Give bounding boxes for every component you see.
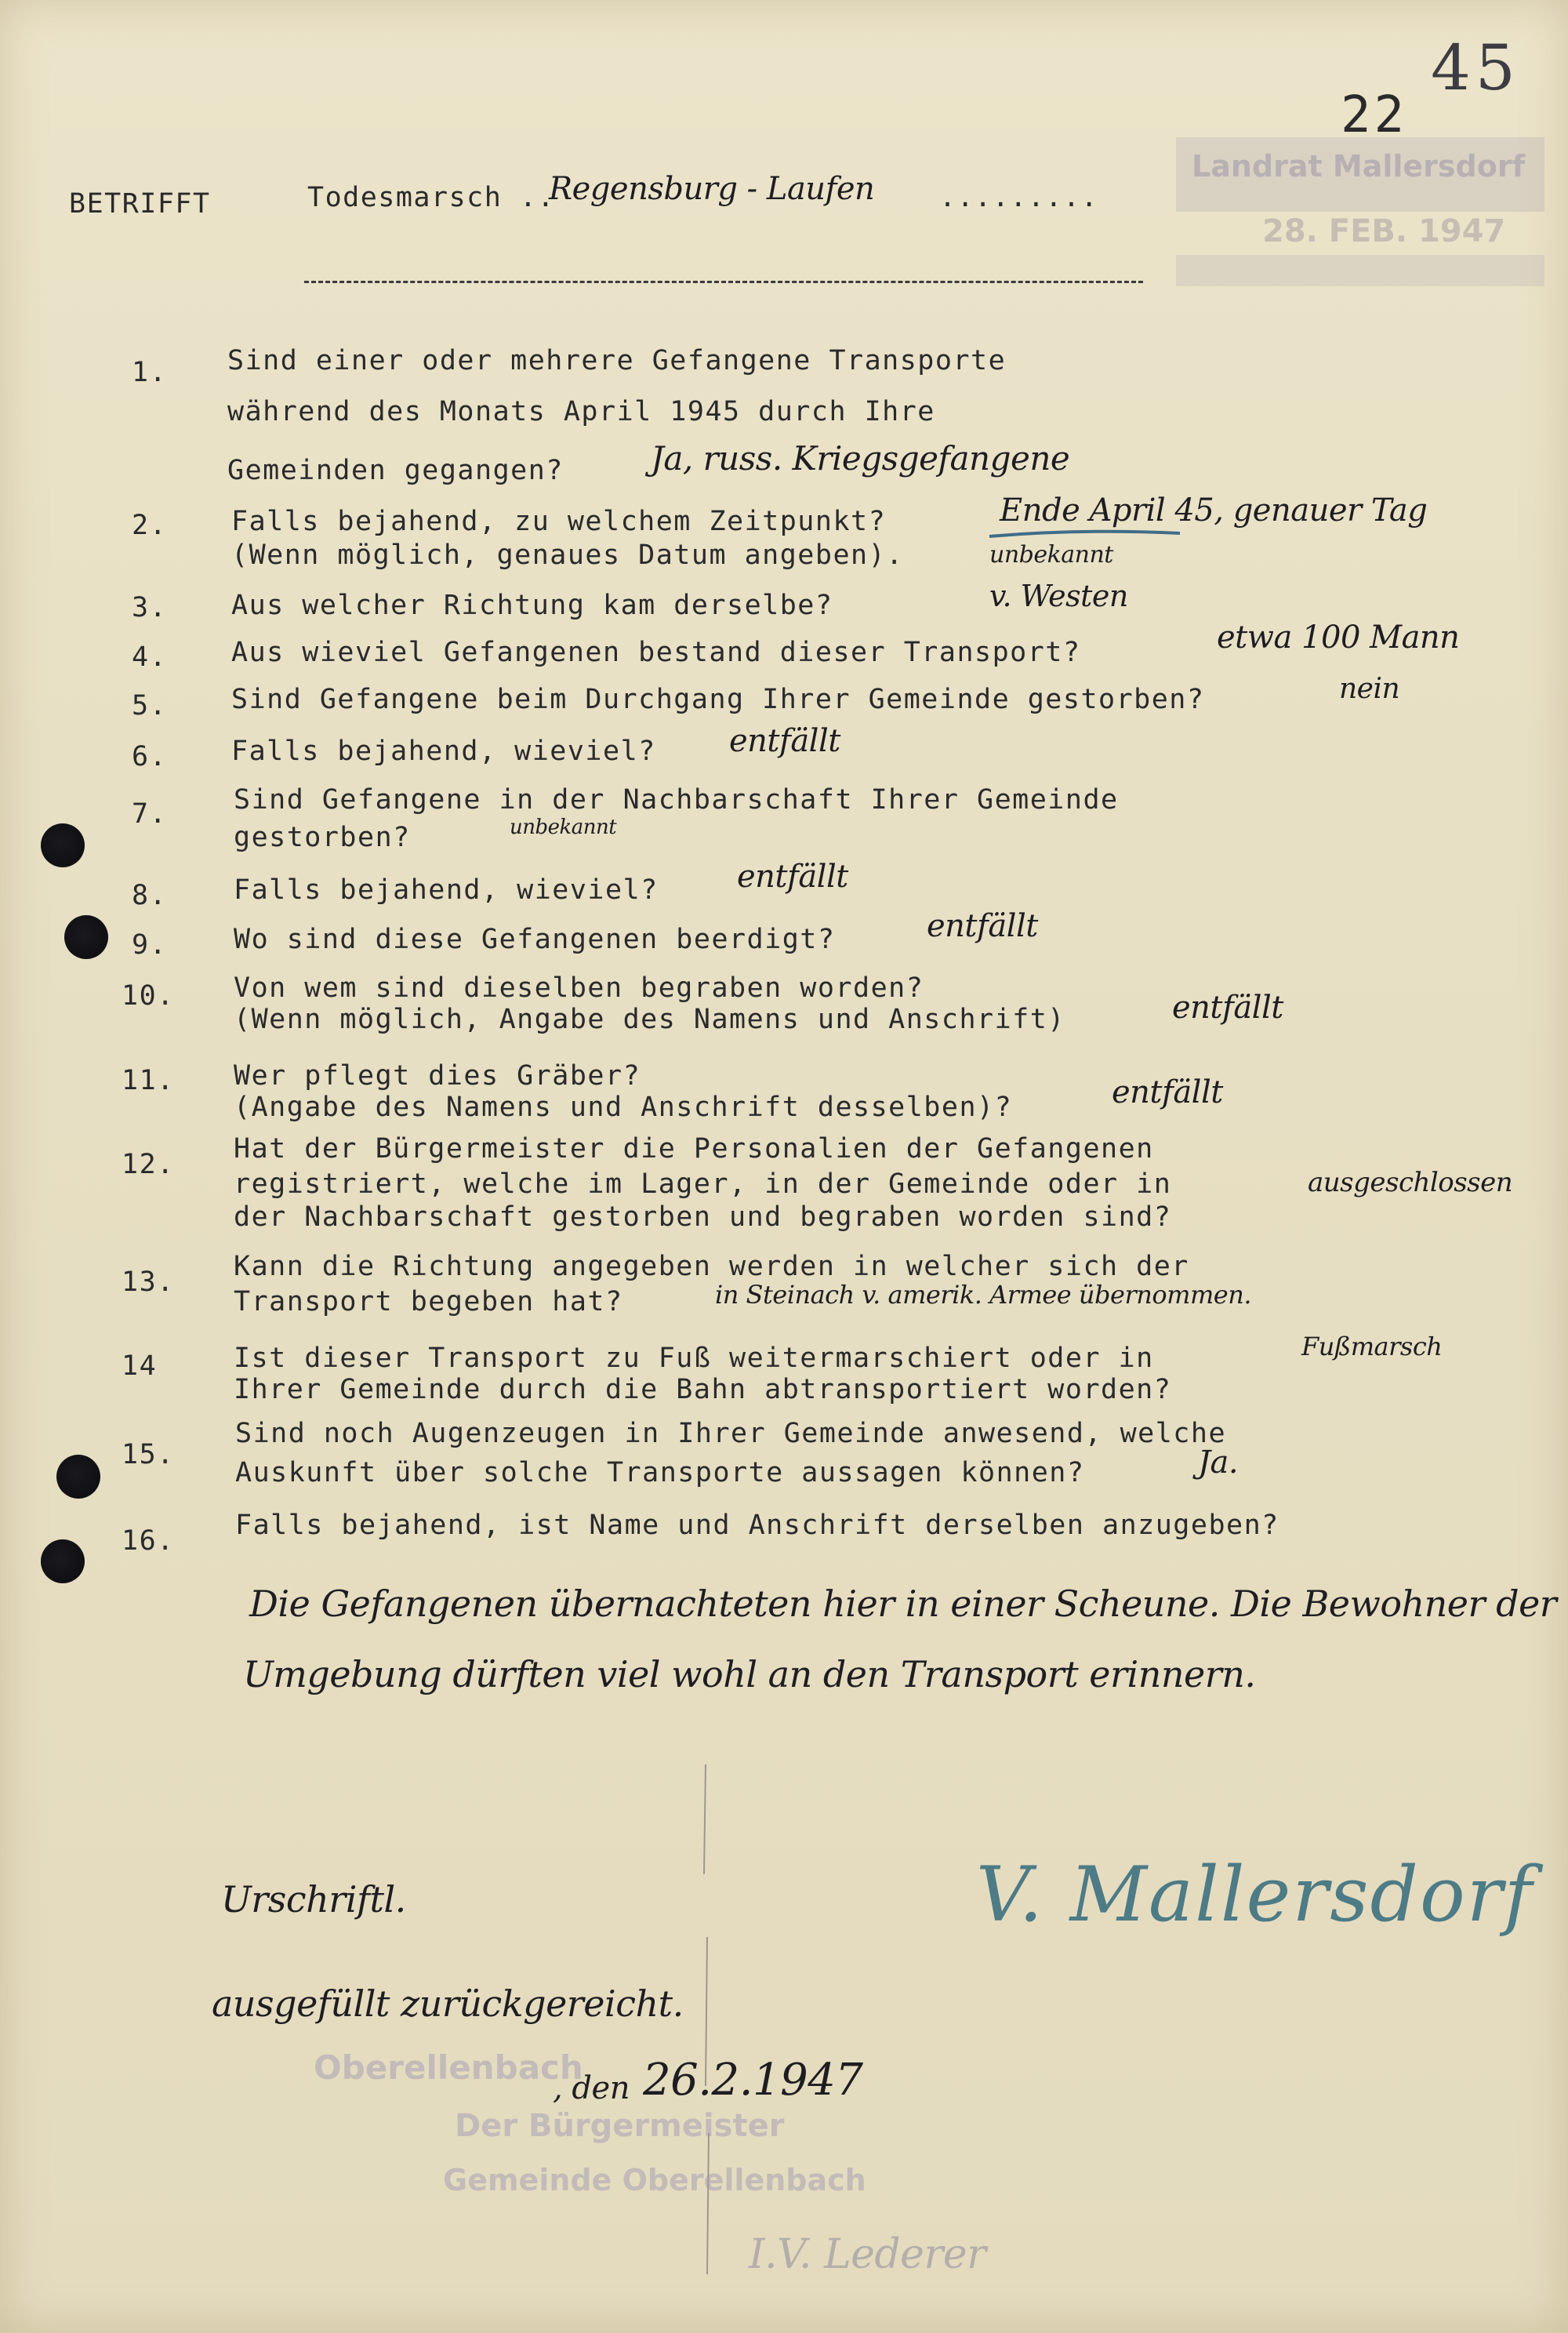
note-line: ausgefüllt zurückgereicht. [212,1982,684,2025]
question-number: 15. [122,1439,175,1470]
question-number: 7. [132,798,168,830]
question-text: registriert, welche im Lager, in der Gemeinde oder in [234,1168,1172,1200]
answer-handwritten: Ja. [1198,1444,1239,1481]
question-text: Falls bejahend, wieviel? [234,874,659,906]
question-text: Wo sind diese Gefangenen beerdigt? [234,924,836,955]
question-text: während des Monats April 1945 durch Ihre [227,396,935,427]
official-stamp-line: Oberellenbach [314,2048,583,2087]
question-number: 1. [132,357,168,388]
answer-handwritten: entfällt [1172,990,1283,1026]
question-number: 2. [132,510,168,541]
page-number: 22 [1341,86,1408,144]
answer-handwritten: Ja, russ. Kriegsgefangene [651,439,1070,478]
official-stamp-line: Gemeinde Oberellenbach [443,2163,866,2197]
signature-blue: V. Mallersdorf [976,1851,1534,1939]
subject-underline [304,281,1143,283]
date-handwritten: 26.2.1947 [643,2055,863,2106]
question-text: Aus wieviel Gefangenen bestand dieser Transport? [231,637,1081,668]
answer-underline [988,527,1184,543]
question-text: Kann die Richtung angegeben werden in welcher sich der [234,1251,1189,1282]
question-number: 16. [122,1525,175,1557]
answer-handwritten: entfällt [729,723,840,759]
answer-handwritten: Ende April 45, genauer Tag [1000,492,1428,529]
answer-handwritten: ausgeschlossen [1308,1167,1513,1198]
question-text: gestorben? [234,822,411,853]
question-text: Sind einer oder mehrere Gefangene Transporte [227,345,1007,376]
betrifft-label: BETRIFFT [69,188,211,220]
question-number: 14 [122,1350,158,1382]
answer-handwritten: entfällt [737,859,848,895]
punch-hole [41,823,85,867]
received-stamp-date: 28. FEB. 1947 [1262,213,1506,249]
question-text: Ist dieser Transport zu Fuß weitermarschiert oder in [234,1343,1154,1374]
question-text: (Angabe des Namens und Anschrift desselben)? [234,1092,1013,1123]
question-text: Von wem sind dieselben begraben worden? [234,972,924,1004]
question-text: Falls bejahend, zu welchem Zeitpunkt? [231,506,887,537]
note-line: Urschriftl. [221,1878,406,1921]
answer-handwritten: in Steinach v. amerik. Armee übernommen. [715,1280,1252,1310]
question-text: (Wenn möglich, genaues Datum angeben). [231,540,904,571]
question-number: 9. [132,929,168,961]
question-text: Sind Gefangene in der Nachbarschaft Ihrer Gemeinde [234,784,1119,816]
answer-handwritten: v. Westen [989,579,1128,613]
remark-line: Umgebung dürften viel wohl an den Transport erinnern. [243,1653,1256,1695]
date-prefix: , den [553,2070,630,2106]
answer-handwritten-cont: unbekannt [989,541,1113,569]
official-stamp-line: Der Bürgermeister [455,2108,785,2144]
question-text: der Nachbarschaft gestorben und begraben worden sind? [234,1201,1172,1233]
question-number: 6. [132,741,168,772]
punch-hole [41,1539,85,1583]
question-text: Sind noch Augenzeugen in Ihrer Gemeinde anwesend, welche [235,1418,1227,1449]
answer-handwritten: etwa 100 Mann [1217,620,1460,656]
subject-handwritten: Regensburg - Laufen [549,171,875,207]
question-text: Falls bejahend, wieviel? [231,736,656,767]
answer-handwritten: unbekannt [510,816,617,839]
question-number: 3. [132,592,168,623]
punch-hole [64,915,108,959]
subject-typed: Todesmarsch .. [307,182,556,213]
question-number: 12. [122,1149,175,1180]
question-text: (Wenn möglich, Angabe des Namens und Anschrift) [234,1004,1065,1035]
question-text: Transport begeben hat? [234,1286,623,1317]
question-text: Ihrer Gemeinde durch die Bahn abtransportiert worden? [234,1374,1172,1405]
remark-line: Die Gefangenen übernachteten hier in einer Scheune. Die Bewohner der [249,1583,1557,1625]
received-stamp-place: Landrat Mallersdorf [1192,149,1526,184]
question-number: 4. [132,641,168,673]
subject-dots: ......... [939,182,1099,213]
question-number: 8. [132,880,168,911]
answer-handwritten: entfällt [1112,1074,1223,1110]
question-number: 13. [122,1266,175,1298]
question-text: Hat der Bürgermeister die Personalien der Gefangenen [234,1133,1154,1165]
punch-hole [56,1455,100,1499]
question-text: Falls bejahend, ist Name und Anschrift derselben anzugeben? [235,1510,1279,1541]
question-text: Sind Gefangene beim Durchgang Ihrer Gemeinde gestorben? [231,684,1205,715]
question-text: Wer pflegt dies Gräber? [234,1060,641,1092]
question-text: Auskunft über solche Transporte aussagen können? [235,1457,1085,1488]
page-number-alt: 45 [1431,31,1520,104]
fold-line [674,1757,737,2306]
question-number: 11. [122,1065,175,1096]
question-text: Aus welcher Richtung kam derselbe? [231,590,833,621]
question-number: 5. [132,690,168,721]
signature-faint: I.V. Lederer [749,2231,986,2278]
answer-handwritten: Fußmarsch [1301,1332,1443,1361]
answer-handwritten: entfällt [927,908,1038,944]
stamp-smudge [1176,137,1552,325]
question-text: Gemeinden gegangen? [227,455,564,486]
question-number: 10. [122,980,175,1012]
answer-handwritten: nein [1339,673,1400,705]
